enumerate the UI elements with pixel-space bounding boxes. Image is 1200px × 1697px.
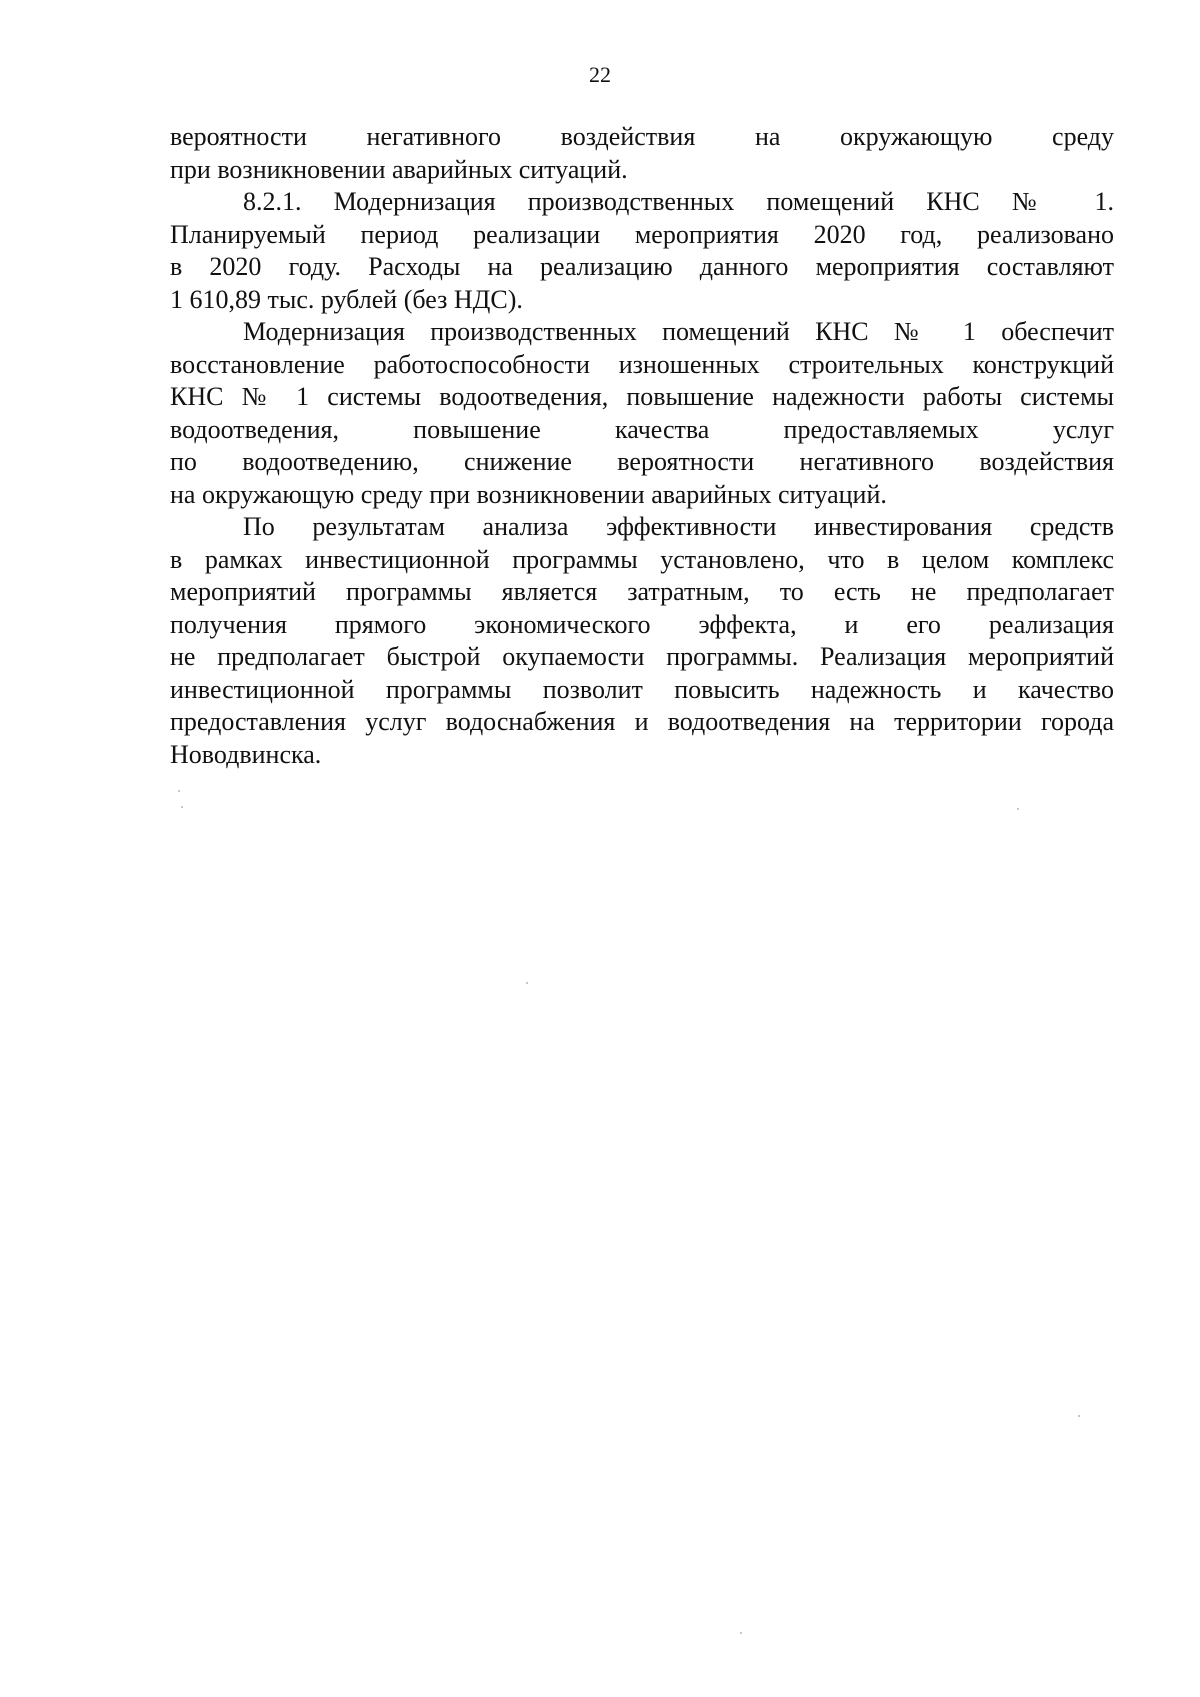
scan-speck <box>178 790 180 792</box>
text-line: не предполагает быстрой окупаемости программы. Реализация мероприятий <box>170 642 1114 671</box>
text-line: КНС № 1 системы водоотведения, повышение надежности работы системы <box>170 382 1114 411</box>
text-line: вероятности негативного воздействия на окружающую среду <box>170 122 1114 151</box>
text-line: по водоотведению, снижение вероятности негативного воздействия <box>170 447 1114 476</box>
page-number: 22 <box>589 62 611 87</box>
text-line: Новодвинска. <box>170 739 322 769</box>
text-line: предоставления услуг водоснабжения и водоотведения на территории города <box>170 707 1114 736</box>
text-line: Планируемый период реализации мероприятия 2020 год, реализовано <box>170 219 1114 249</box>
text-line: в 2020 году. Расходы на реализацию данного мероприятия составляют <box>170 252 1114 281</box>
text-line: 8.2.1. Модернизация производственных помещений КНС № 1. <box>243 187 1114 216</box>
text-line: на окружающую среду при возникновении аварийных ситуаций. <box>170 479 887 509</box>
text-line: Модернизация производственных помещений КНС № 1 обеспечит <box>243 317 1114 346</box>
scan-speck <box>1078 1415 1080 1417</box>
text-line: инвестиционной программы позволит повысить надежность и качество <box>170 674 1114 704</box>
body-text <box>170 121 1114 771</box>
text-line: водоотведения, повышение качества предоставляемых услуг <box>170 414 1114 444</box>
text-line: мероприятий программы является затратным, то есть не предполагает <box>170 577 1114 606</box>
text-line: восстановление работоспособности изношенных строительных конструкций <box>170 349 1114 379</box>
scan-speck <box>181 806 183 808</box>
text-line: при возникновении аварийных ситуаций. <box>170 154 628 184</box>
scan-speck <box>740 1632 742 1634</box>
scan-speck <box>1017 808 1019 810</box>
text-line: получения прямого экономического эффекта, и его реализация <box>170 609 1114 639</box>
text-line: в рамках инвестиционной программы установлено, что в целом комплекс <box>170 544 1114 574</box>
text-line: По результатам анализа эффективности инвестирования средств <box>243 512 1114 541</box>
text-line: 1 610,89 тыс. рублей (без НДС). <box>170 284 523 314</box>
scan-speck <box>526 982 528 984</box>
